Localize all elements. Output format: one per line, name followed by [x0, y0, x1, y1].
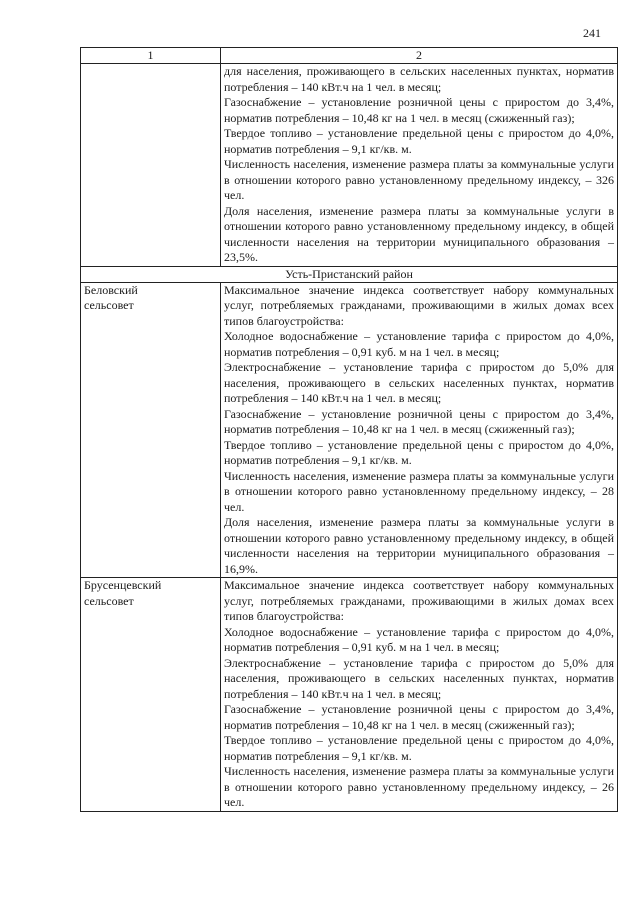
column-header-1: 1 [81, 48, 221, 64]
description-paragraph: Численность населения, изменение размера платы за коммунальные услуги в отношении которого равно установленному предельному индексу, – 28 чел. [224, 468, 614, 514]
description-paragraph: Максимальное значение индекса соответствует набору коммунальных услуг, потребляемых гражданами, проживающими в жилых домах всех типов благоустройства: [224, 578, 614, 623]
description-paragraph: Газоснабжение – установление розничной цены с приростом до 3,4%, норматив потребления – 10,48 кг на 1 чел. в месяц (сжиженный газ); [224, 702, 614, 732]
municipality-description [221, 578, 618, 812]
description-paragraph: Численность населения, изменение размера платы за коммунальные услуги в отношении которого равно установленному предельному индексу, – 326 чел. [224, 157, 614, 202]
section-row [81, 266, 618, 282]
description-paragraph: Доля населения, изменение размера платы за коммунальные услуги в отношении которого равно установленному предельному индексу, в общей численности населения на территории муниципального образования – 16,9%. [224, 515, 614, 576]
municipality-description [221, 282, 618, 578]
description-paragraph: Твердое топливо – установление предельной цены с приростом до 4,0%, норматив потребления – 9,1 кг/кв. м. [224, 437, 614, 467]
municipality-name: Беловский сельсовет [81, 282, 221, 578]
table-row-brusentsevsky [81, 578, 618, 812]
table-row-continued [81, 64, 618, 267]
index-table [80, 47, 618, 812]
description-paragraph: Доля населения, изменение размера платы за коммунальные услуги в отношении которого равно установленному предельному индексу, в общей численности населения на территории муниципального образования – 23,5%. [224, 203, 614, 264]
table-row-belovsky [81, 282, 618, 578]
description-paragraph: Газоснабжение – установление розничной цены с приростом до 3,4%, норматив потребления – 10,48 кг на 1 чел. в месяц (сжиженный газ); [224, 406, 614, 436]
municipality-name [81, 64, 221, 267]
description-paragraph: Твердое топливо – установление предельной цены с приростом до 4,0%, норматив потребления – 9,1 кг/кв. м. [224, 126, 614, 156]
municipality-name: Брусенцевский сельсовет [81, 578, 221, 812]
table-header-row [81, 48, 618, 64]
description-paragraph: Холодное водоснабжение – установление тарифа с приростом до 4,0%, норматив потребления – 0,91 куб. м на 1 чел. в месяц; [224, 329, 614, 359]
section-title: Усть-Пристанский район [81, 266, 618, 282]
description-paragraph: Численность населения, изменение размера платы за коммунальные услуги в отношении которого равно установленному предельному индексу, – 26 чел. [224, 764, 614, 809]
description-paragraph: Газоснабжение – установление розничной цены с приростом до 3,4%, норматив потребления – 10,48 кг на 1 чел. в месяц (сжиженный газ); [224, 95, 614, 125]
municipality-description [221, 64, 618, 267]
description-paragraph: Твердое топливо – установление предельной цены с приростом до 4,0%, норматив потребления – 9,1 кг/кв. м. [224, 733, 614, 763]
description-paragraph: Электроснабжение – установление тарифа с приростом до 5,0% для населения, проживающего в сельских населенных пунктах, норматив потребления – 140 кВт.ч на 1 чел. в месяц; [224, 655, 614, 701]
description-paragraph: для населения, проживающего в сельских населенных пунктах, норматив потребления – 140 кВт.ч на 1 чел. в месяц; [224, 64, 614, 94]
description-paragraph: Электроснабжение – установление тарифа с приростом до 5,0% для населения, проживающего в сельских населенных пунктах, норматив потребления – 140 кВт.ч на 1 чел. в месяц; [224, 360, 614, 405]
description-paragraph: Холодное водоснабжение – установление тарифа с приростом до 4,0%, норматив потребления – 0,91 куб. м на 1 чел. в месяц; [224, 624, 614, 654]
description-paragraph: Максимальное значение индекса соответствует набору коммунальных услуг, потребляемых гражданами, проживающими в жилых домах всех типов благоустройства: [224, 282, 614, 328]
column-header-2: 2 [221, 48, 618, 64]
page-number: 241 [583, 26, 601, 40]
